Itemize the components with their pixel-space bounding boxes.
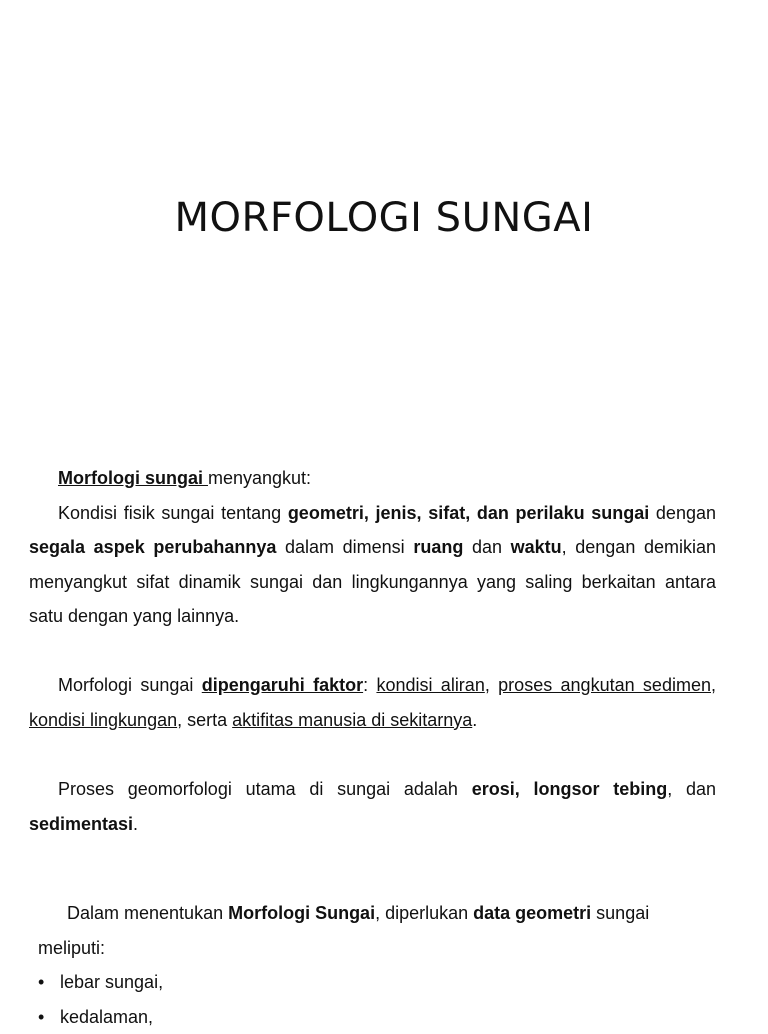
- text-segment: Morfologi sungai: [58, 675, 202, 695]
- list-item: • lebar sungai,: [38, 965, 163, 1000]
- page-title: MORFOLOGI SUNGAI: [0, 195, 768, 241]
- bold-segment: ruang: [413, 537, 463, 557]
- bold-segment: segala aspek perubahannya: [29, 537, 276, 557]
- text-segment: Proses geomorfologi utama di sungai adalah: [58, 779, 472, 799]
- text-segment: ,: [485, 675, 498, 695]
- paragraph-geometry-data: [38, 896, 716, 965]
- paragraph-factors: [29, 668, 716, 737]
- bold-segment: erosi, longsor tebing: [472, 779, 668, 799]
- term-morfologi-sungai: Morfologi sungai: [58, 468, 208, 488]
- underline-segment: aktifitas manusia di sekitarnya: [232, 710, 472, 730]
- bold-underline-segment: dipengaruhi faktor: [202, 675, 363, 695]
- text-segment: , diperlukan: [375, 903, 473, 923]
- paragraph-processes: [29, 772, 716, 841]
- bold-segment: sedimentasi: [29, 814, 133, 834]
- list-item: • kedalaman,: [38, 1000, 163, 1034]
- definition-body: [29, 496, 716, 634]
- underline-segment: kondisi aliran: [376, 675, 484, 695]
- text-segment: Kondisi fisik sungai tentang: [58, 503, 288, 523]
- text-segment: , serta: [177, 710, 232, 730]
- intro-text: menyangkut:: [208, 468, 311, 488]
- text-segment: dengan: [649, 503, 716, 523]
- text-segment: Dalam menentukan: [67, 903, 228, 923]
- definition-intro-line: [29, 461, 716, 496]
- text-segment: .: [472, 710, 477, 730]
- text-segment: .: [133, 814, 138, 834]
- bold-segment: geometri, jenis, sifat, dan perilaku sungai: [288, 503, 649, 523]
- text-segment: dan: [463, 537, 510, 557]
- underline-segment: proses angkutan sedimen, kondisi lingkungan: [29, 675, 716, 730]
- bold-segment: data geometri: [473, 903, 591, 923]
- text-segment: :: [363, 675, 376, 695]
- bold-segment: waktu: [511, 537, 562, 557]
- bold-segment: Morfologi Sungai: [228, 903, 375, 923]
- paragraph-definition: [29, 461, 716, 634]
- text-segment: , dengan demikian menyangkut sifat dinamik sungai dan lingkungannya yang saling berkaitan antara satu dengan yang lainnya.: [29, 537, 716, 626]
- text-segment: dalam dimensi: [276, 537, 413, 557]
- text-segment: sungai meliputi:: [38, 903, 649, 958]
- text-segment: , dan: [667, 779, 716, 799]
